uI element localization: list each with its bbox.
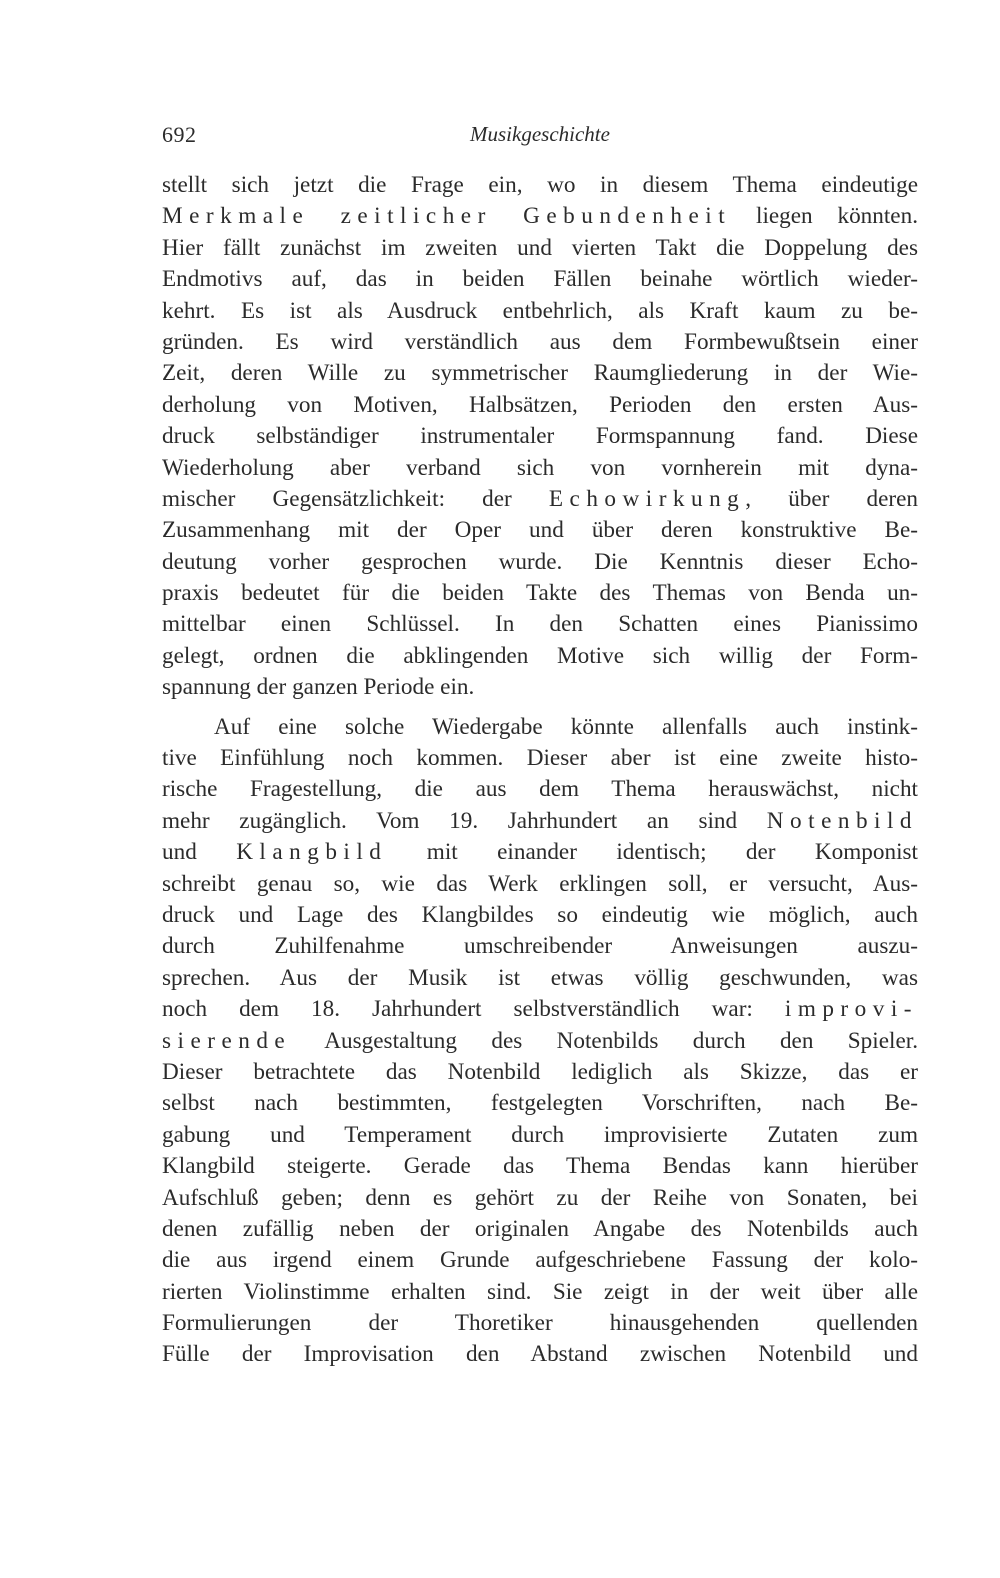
text-segment: mehr zugänglich. Vom 19. Jahrhundert an sind	[162, 807, 767, 834]
text-segment: mit einander identisch; der Komponist	[387, 839, 918, 866]
paragraph-gap	[162, 704, 918, 712]
text-line	[162, 233, 918, 264]
text-segment: druck und Lage des Klangbildes so eindeutig wie möglich, auch	[162, 901, 918, 928]
text-line	[162, 712, 918, 743]
text-segment: gelegt, ordnen die abklingenden Motive sich willig der Form-	[162, 642, 918, 669]
text-segment: mittelbar einen Schlüssel. In den Schatten eines Pianissimo	[162, 611, 918, 638]
text-segment: , über deren	[745, 485, 918, 512]
text-segment: kehrt. Es ist als Ausdruck entbehrlich, als Kraft kaum zu be-	[162, 297, 918, 324]
text-line	[162, 963, 918, 994]
text-segment: Klangbild steigerte. Gerade das Thema Bendas kann hierüber	[162, 1153, 918, 1180]
text-line	[162, 547, 918, 578]
text-segment: und	[162, 839, 237, 866]
text-line	[162, 869, 918, 900]
text-segment: Auf eine solche Wiedergabe könnte allenfalls auch instink-	[214, 713, 918, 740]
text-segment: Ausgestaltung des Notenbilds durch den Spieler.	[291, 1027, 918, 1054]
text-line	[162, 1088, 918, 1119]
text-line	[162, 994, 918, 1025]
text-segment: gründen. Es wird verständlich aus dem Formbewußtsein einer	[162, 328, 918, 355]
text-segment: Hier fällt zunächst im zweiten und vierten Takt die Doppelung des	[162, 234, 918, 261]
text-segment: rische Fragestellung, die aus dem Thema herauswächst, nicht	[162, 776, 918, 803]
text-line	[162, 515, 918, 546]
spaced-emphasis: improvi-	[784, 996, 918, 1023]
text-line	[162, 1183, 918, 1214]
text-segment: Dieser betrachtete das Notenbild lediglich als Skizze, das er	[162, 1058, 918, 1085]
text-segment: Zusammenhang mit der Oper und über deren konstruktive Be-	[162, 517, 918, 544]
text-segment: durch Zuhilfenahme umschreibender Anweisungen auszu-	[162, 933, 918, 960]
text-line	[162, 327, 918, 358]
text-segment: spannung der ganzen Periode ein.	[162, 674, 475, 701]
text-segment: sprechen. Aus der Musik ist etwas völlig geschwunden, was	[162, 964, 918, 991]
text-line	[162, 264, 918, 295]
text-segment: selbst nach bestimmten, festgelegten Vorschriften, nach Be-	[162, 1090, 918, 1117]
spaced-emphasis: Echowirkung	[548, 485, 746, 512]
text-line	[162, 201, 918, 232]
text-segment: derholung von Motiven, Halbsätzen, Perioden den ersten Aus-	[162, 391, 918, 418]
text-segment: deutung vorher gesprochen wurde. Die Kenntnis dieser Echo-	[162, 548, 918, 575]
text-segment: schreibt genau so, wie das Werk erklingen soll, er versucht, Aus-	[162, 870, 918, 897]
text-line	[162, 1245, 918, 1276]
text-line	[162, 484, 918, 515]
text-segment: stellt sich jetzt die Frage ein, wo in diesem Thema eindeutige	[162, 172, 918, 198]
text-segment: praxis bedeutet für die beiden Takte des Themas von Benda un-	[162, 580, 918, 607]
text-line	[162, 743, 918, 774]
text-line	[162, 453, 918, 484]
spaced-emphasis: Klangbild	[236, 839, 388, 866]
text-segment: gabung und Temperament durch improvisierte Zutaten zum	[162, 1121, 918, 1148]
text-segment: denen zufällig neben der originalen Angabe des Notenbilds auch	[162, 1215, 918, 1242]
text-line	[162, 421, 918, 452]
text-line	[162, 1151, 918, 1182]
text-line	[162, 641, 918, 672]
text-segment: rierten Violinstimme erhalten sind. Sie zeigt in der weit über alle	[162, 1278, 918, 1305]
text-segment: Aufschluß geben; denn es gehört zu der Reihe von Sonaten, bei	[162, 1184, 918, 1211]
text-line	[162, 806, 918, 837]
text-segment: tive Einfühlung noch kommen. Dieser aber ist eine zweite histo-	[162, 745, 918, 772]
text-line	[162, 296, 918, 327]
text-line	[162, 672, 918, 703]
text-segment: druck selbständiger instrumentaler Formspannung fand. Diese	[162, 423, 918, 450]
text-line	[162, 170, 918, 201]
text-line	[162, 1308, 918, 1339]
text-line	[162, 1057, 918, 1088]
text-line	[162, 358, 918, 389]
text-line	[162, 931, 918, 962]
text-line	[162, 900, 918, 931]
text-segment: Wiederholung aber verband sich von vornherein mit dyna-	[162, 454, 918, 481]
text-line	[162, 1277, 918, 1308]
page-header	[162, 122, 918, 152]
text-line	[162, 1214, 918, 1245]
text-line	[162, 390, 918, 421]
spaced-emphasis: Merkmale zeitlicher Gebundenheit	[162, 203, 732, 230]
text-segment: Endmotivs auf, das in beiden Fällen beinahe wörtlich wieder-	[162, 266, 918, 293]
text-segment: noch dem 18. Jahrhundert selbstverständlich war:	[162, 996, 785, 1023]
text-segment: Fülle der Improvisation den Abstand zwischen Notenbild und	[162, 1341, 918, 1368]
text-line	[162, 578, 918, 609]
text-line	[162, 774, 918, 805]
text-line	[162, 837, 918, 868]
page-number: 692	[162, 122, 197, 147]
text-line	[162, 609, 918, 640]
text-segment: Zeit, deren Wille zu symmetrischer Raumgliederung in der Wie-	[162, 360, 918, 387]
text-line	[162, 1120, 918, 1151]
text-segment: die aus irgend einem Grunde aufgeschriebene Fassung der kolo-	[162, 1247, 918, 1274]
text-segment: mischer Gegensätzlichkeit: der	[162, 485, 549, 512]
text-line	[162, 1026, 918, 1057]
running-title: Musikgeschichte	[470, 122, 610, 146]
body-text	[162, 170, 918, 1371]
text-line	[162, 1339, 918, 1370]
text-segment: Formulierungen der Thoretiker hinausgehenden quellenden	[162, 1310, 918, 1337]
text-segment: liegen könnten.	[731, 203, 918, 230]
spaced-emphasis: Notenbild	[766, 807, 918, 834]
spaced-emphasis: sierende	[162, 1027, 292, 1054]
